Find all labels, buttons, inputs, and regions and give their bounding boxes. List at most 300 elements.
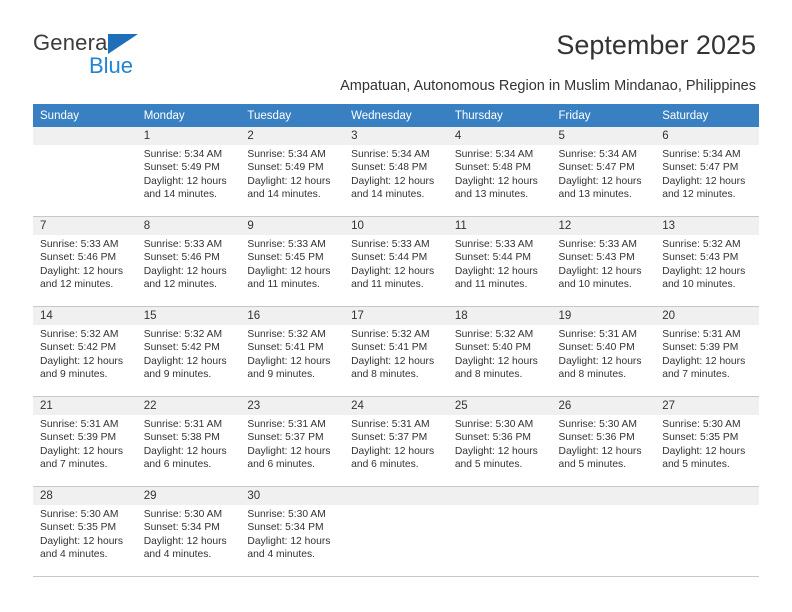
day-number-bar (137, 487, 241, 505)
sunrise-text: Sunrise: 5:30 AM (143, 509, 223, 520)
day-number: 16 (247, 310, 261, 322)
day-number-bar (344, 217, 448, 235)
sunset-text: Sunset: 5:46 PM (143, 252, 220, 264)
day-number: 9 (247, 220, 254, 232)
sunset-text: Sunset: 5:40 PM (454, 342, 531, 354)
calendar-day-cell (552, 487, 656, 577)
daylight-text-line2: and 9 minutes. (143, 369, 212, 381)
day-number (33, 127, 137, 129)
daylight-text-line2: and 10 minutes. (558, 279, 632, 291)
calendar-day-cell[interactable] (240, 397, 344, 487)
page-title: September 2025 (556, 30, 756, 60)
day-sun-info (240, 325, 344, 382)
day-cell-inner (344, 217, 448, 307)
weekday-header-thursday: Thursday (448, 104, 552, 127)
general-blue-logo[interactable] (33, 30, 168, 80)
calendar-day-cell[interactable] (137, 217, 241, 307)
day-sun-info (552, 325, 656, 382)
daylight-text-line1: Daylight: 12 hours (247, 265, 331, 277)
day-cell-inner (240, 307, 344, 397)
day-number: 29 (143, 490, 157, 502)
sunset-text: Sunset: 5:38 PM (143, 432, 220, 444)
day-number: 2 (247, 130, 254, 142)
calendar-day-cell[interactable] (448, 217, 552, 307)
day-sun-info (344, 145, 448, 202)
sunset-text: Sunset: 5:45 PM (247, 252, 324, 264)
daylight-text-line1: Daylight: 12 hours (40, 535, 123, 547)
daylight-text-line1: Daylight: 12 hours (558, 445, 642, 457)
calendar-day-cell[interactable] (33, 397, 137, 487)
day-number (552, 487, 656, 489)
daylight-text-line1: Daylight: 12 hours (351, 175, 435, 187)
calendar-day-cell[interactable] (137, 487, 241, 577)
daylight-text-line1: Daylight: 12 hours (40, 445, 123, 457)
daylight-text-line1: Daylight: 12 hours (351, 355, 435, 367)
day-sun-info (137, 145, 241, 202)
sunrise-sunset-calendar (33, 104, 759, 577)
sunrise-text: Sunrise: 5:31 AM (662, 329, 741, 340)
day-number: 12 (558, 220, 572, 232)
day-number-bar (448, 397, 552, 415)
sunset-text: Sunset: 5:48 PM (351, 162, 428, 174)
sunrise-text: Sunrise: 5:31 AM (143, 419, 223, 430)
day-number-bar (448, 127, 552, 145)
day-number-bar (33, 127, 137, 145)
sunrise-text: Sunrise: 5:31 AM (247, 419, 326, 430)
sunset-text: Sunset: 5:37 PM (247, 432, 324, 444)
sunrise-text: Sunrise: 5:32 AM (143, 329, 223, 340)
day-cell-inner (240, 127, 344, 217)
day-cell-inner (240, 397, 344, 487)
day-number: 22 (143, 400, 157, 412)
daylight-text-line1: Daylight: 12 hours (143, 355, 227, 367)
daylight-text-line1: Daylight: 12 hours (143, 445, 227, 457)
day-number: 15 (143, 310, 157, 322)
day-sun-info (344, 325, 448, 382)
day-number-bar (344, 487, 448, 505)
calendar-day-cell[interactable] (448, 127, 552, 217)
day-sun-info (33, 235, 137, 292)
daylight-text-line2: and 9 minutes. (247, 369, 315, 381)
sunset-text: Sunset: 5:47 PM (558, 162, 635, 174)
daylight-text-line1: Daylight: 12 hours (247, 445, 331, 457)
day-cell-inner (344, 487, 448, 577)
day-number: 10 (351, 220, 364, 232)
sunrise-text: Sunrise: 5:32 AM (454, 329, 534, 340)
day-sun-info (655, 325, 759, 382)
day-number: 28 (40, 490, 53, 502)
sunrise-text: Sunrise: 5:32 AM (247, 329, 326, 340)
day-sun-info (344, 415, 448, 472)
sunrise-text: Sunrise: 5:31 AM (351, 419, 430, 430)
day-cell-inner (655, 127, 759, 217)
day-number: 11 (454, 220, 467, 232)
day-number-bar (33, 307, 137, 325)
day-number: 1 (143, 130, 151, 142)
day-sun-info (552, 415, 656, 472)
calendar-day-cell[interactable] (448, 307, 552, 397)
day-sun-info (33, 505, 137, 562)
day-number-bar (552, 217, 656, 235)
daylight-text-line2: and 11 minutes. (247, 279, 320, 291)
daylight-text-line2: and 11 minutes. (454, 279, 528, 291)
weekday-header-wednesday: Wednesday (344, 104, 448, 127)
sunset-text: Sunset: 5:39 PM (662, 342, 739, 354)
calendar-day-cell[interactable] (655, 397, 759, 487)
calendar-day-cell[interactable] (344, 217, 448, 307)
day-number-bar (655, 487, 759, 505)
daylight-text-line1: Daylight: 12 hours (351, 265, 435, 277)
day-number: 7 (40, 220, 47, 232)
day-cell-inner (33, 127, 137, 217)
day-sun-info (655, 415, 759, 472)
day-number: 8 (143, 220, 151, 232)
sunrise-text: Sunrise: 5:33 AM (247, 239, 326, 250)
logo-text-blue: Blue (89, 53, 134, 78)
day-cell-inner (344, 397, 448, 487)
sunrise-text: Sunrise: 5:34 AM (558, 149, 637, 160)
calendar-day-cell[interactable] (655, 307, 759, 397)
calendar-week-row (33, 217, 759, 307)
sunset-text: Sunset: 5:49 PM (143, 162, 220, 174)
sunrise-text: Sunrise: 5:34 AM (662, 149, 741, 160)
sunrise-text: Sunrise: 5:30 AM (40, 509, 119, 520)
day-cell-inner (240, 217, 344, 307)
sunrise-text: Sunrise: 5:32 AM (351, 329, 430, 340)
day-number (448, 487, 552, 489)
day-sun-info (655, 145, 759, 202)
daylight-text-line2: and 6 minutes. (247, 459, 315, 471)
weekday-header-tuesday: Tuesday (240, 104, 344, 127)
day-number: 14 (40, 310, 53, 322)
calendar-day-cell[interactable] (240, 217, 344, 307)
day-number-bar (448, 307, 552, 325)
daylight-text-line2: and 5 minutes. (454, 459, 523, 471)
day-number: 17 (351, 310, 364, 322)
sunset-text: Sunset: 5:36 PM (558, 432, 635, 444)
calendar-day-cell (655, 487, 759, 577)
day-number-bar (137, 307, 241, 325)
day-sun-info (137, 505, 241, 562)
sunrise-text: Sunrise: 5:34 AM (351, 149, 430, 160)
daylight-text-line2: and 7 minutes. (40, 459, 108, 471)
day-cell-inner (33, 397, 137, 487)
daylight-text-line2: and 5 minutes. (662, 459, 730, 471)
day-number-bar (344, 127, 448, 145)
day-cell-inner (344, 307, 448, 397)
daylight-text-line2: and 11 minutes. (351, 279, 424, 291)
sunrise-text: Sunrise: 5:33 AM (351, 239, 430, 250)
sunset-text: Sunset: 5:37 PM (351, 432, 428, 444)
day-number: 4 (454, 130, 462, 142)
day-number-bar (552, 487, 656, 505)
sunrise-text: Sunrise: 5:30 AM (662, 419, 741, 430)
day-number: 26 (558, 400, 572, 412)
sunrise-text: Sunrise: 5:33 AM (454, 239, 534, 250)
page-header (0, 0, 792, 100)
calendar-day-cell[interactable] (552, 307, 656, 397)
day-number: 25 (454, 400, 468, 412)
sunrise-text: Sunrise: 5:34 AM (247, 149, 326, 160)
daylight-text-line2: and 10 minutes. (662, 279, 736, 291)
sunrise-text: Sunrise: 5:34 AM (454, 149, 534, 160)
calendar-week-row (33, 397, 759, 487)
day-sun-info (240, 415, 344, 472)
calendar-day-cell[interactable] (448, 397, 552, 487)
day-number-bar (240, 487, 344, 505)
day-number-bar (655, 217, 759, 235)
day-number: 23 (247, 400, 261, 412)
day-number-bar (655, 397, 759, 415)
weekday-header-sunday: Sunday (33, 104, 137, 127)
day-cell-inner (33, 217, 137, 307)
sunset-text: Sunset: 5:48 PM (454, 162, 531, 174)
day-number-bar (552, 307, 656, 325)
day-cell-inner (448, 307, 552, 397)
sunrise-text: Sunrise: 5:31 AM (558, 329, 637, 340)
sunrise-text: Sunrise: 5:32 AM (40, 329, 119, 340)
daylight-text-line2: and 6 minutes. (143, 459, 212, 471)
page-subtitle: Ampatuan, Autonomous Region in Muslim Mindanao, Philippines (340, 78, 756, 94)
day-number: 27 (662, 400, 676, 412)
day-cell-inner (448, 487, 552, 577)
day-cell-inner (655, 487, 759, 577)
calendar-day-cell[interactable] (33, 217, 137, 307)
day-number: 24 (351, 400, 364, 412)
day-number-bar (137, 217, 241, 235)
day-cell-inner (655, 307, 759, 397)
calendar-body (33, 127, 759, 577)
daylight-text-line2: and 4 minutes. (143, 549, 212, 561)
daylight-text-line1: Daylight: 12 hours (662, 175, 746, 187)
daylight-text-line1: Daylight: 12 hours (558, 355, 642, 367)
sunset-text: Sunset: 5:34 PM (247, 522, 324, 534)
day-number: 21 (40, 400, 53, 412)
day-number-bar (448, 487, 552, 505)
calendar-day-cell[interactable] (240, 127, 344, 217)
calendar-day-cell[interactable] (655, 127, 759, 217)
day-number-bar (240, 217, 344, 235)
daylight-text-line2: and 4 minutes. (247, 549, 315, 561)
day-number-bar (344, 397, 448, 415)
day-sun-info (552, 145, 656, 202)
day-number-bar (552, 397, 656, 415)
day-number-bar (655, 127, 759, 145)
daylight-text-line1: Daylight: 12 hours (247, 535, 331, 547)
daylight-text-line2: and 8 minutes. (454, 369, 523, 381)
weekday-header-saturday: Saturday (655, 104, 759, 127)
calendar-day-cell (448, 487, 552, 577)
day-number: 5 (558, 130, 565, 142)
day-cell-inner (137, 487, 241, 577)
calendar-day-cell (344, 487, 448, 577)
sunset-text: Sunset: 5:49 PM (247, 162, 324, 174)
daylight-text-line1: Daylight: 12 hours (40, 355, 123, 367)
calendar-day-cell[interactable] (33, 307, 137, 397)
daylight-text-line2: and 12 minutes. (40, 279, 114, 291)
logo-text-general: General (33, 30, 113, 55)
day-sun-info (240, 235, 344, 292)
logo-triangle-icon (108, 34, 138, 54)
day-cell-inner (552, 127, 656, 217)
calendar-week-row (33, 487, 759, 577)
sunrise-text: Sunrise: 5:32 AM (662, 239, 741, 250)
weekday-header-monday: Monday (137, 104, 241, 127)
sunset-text: Sunset: 5:36 PM (454, 432, 531, 444)
sunrise-text: Sunrise: 5:33 AM (558, 239, 637, 250)
daylight-text-line1: Daylight: 12 hours (454, 355, 538, 367)
sunset-text: Sunset: 5:35 PM (662, 432, 739, 444)
day-cell-inner (137, 127, 241, 217)
sunset-text: Sunset: 5:44 PM (351, 252, 428, 264)
calendar-day-cell[interactable] (137, 307, 241, 397)
calendar-day-cell[interactable] (344, 307, 448, 397)
calendar-day-cell[interactable] (655, 217, 759, 307)
day-sun-info (240, 145, 344, 202)
day-sun-info (240, 505, 344, 562)
weekday-header-friday: Friday (552, 104, 656, 127)
daylight-text-line1: Daylight: 12 hours (558, 175, 642, 187)
sunrise-text: Sunrise: 5:31 AM (40, 419, 119, 430)
day-number-bar (448, 217, 552, 235)
day-cell-inner (33, 307, 137, 397)
day-sun-info (137, 325, 241, 382)
day-sun-info (655, 235, 759, 292)
daylight-text-line2: and 14 minutes. (143, 189, 217, 201)
daylight-text-line1: Daylight: 12 hours (454, 265, 538, 277)
day-cell-inner (448, 217, 552, 307)
day-sun-info (344, 235, 448, 292)
day-number-bar (240, 307, 344, 325)
day-sun-info (137, 415, 241, 472)
day-number-bar (137, 397, 241, 415)
day-cell-inner (240, 487, 344, 577)
daylight-text-line1: Daylight: 12 hours (662, 265, 746, 277)
daylight-text-line2: and 8 minutes. (351, 369, 419, 381)
sunset-text: Sunset: 5:44 PM (454, 252, 531, 264)
calendar-day-cell[interactable] (552, 217, 656, 307)
calendar-week-row (33, 127, 759, 217)
day-sun-info (33, 415, 137, 472)
day-number-bar (655, 307, 759, 325)
sunset-text: Sunset: 5:39 PM (40, 432, 117, 444)
daylight-text-line1: Daylight: 12 hours (662, 355, 746, 367)
day-number-bar (137, 127, 241, 145)
daylight-text-line2: and 8 minutes. (558, 369, 627, 381)
day-sun-info (448, 145, 552, 202)
day-number: 6 (662, 130, 669, 142)
day-cell-inner (137, 307, 241, 397)
calendar-day-cell (33, 127, 137, 217)
calendar-header-row (33, 104, 759, 127)
sunset-text: Sunset: 5:41 PM (247, 342, 324, 354)
daylight-text-line2: and 14 minutes. (247, 189, 321, 201)
sunrise-text: Sunrise: 5:33 AM (143, 239, 223, 250)
day-number: 19 (558, 310, 572, 322)
day-cell-inner (552, 307, 656, 397)
daylight-text-line1: Daylight: 12 hours (454, 175, 538, 187)
sunset-text: Sunset: 5:42 PM (143, 342, 220, 354)
calendar-day-cell[interactable] (240, 307, 344, 397)
day-cell-inner (448, 397, 552, 487)
daylight-text-line1: Daylight: 12 hours (143, 535, 227, 547)
day-cell-inner (552, 397, 656, 487)
day-cell-inner (552, 217, 656, 307)
sunset-text: Sunset: 5:42 PM (40, 342, 117, 354)
daylight-text-line2: and 13 minutes. (558, 189, 632, 201)
calendar-day-cell[interactable] (33, 487, 137, 577)
sunset-text: Sunset: 5:40 PM (558, 342, 635, 354)
day-number-bar (33, 397, 137, 415)
calendar-day-cell[interactable] (240, 487, 344, 577)
day-number (655, 487, 759, 489)
day-number: 3 (351, 130, 358, 142)
day-cell-inner (655, 397, 759, 487)
sunrise-text: Sunrise: 5:33 AM (40, 239, 119, 250)
daylight-text-line2: and 7 minutes. (662, 369, 730, 381)
daylight-text-line2: and 5 minutes. (558, 459, 627, 471)
calendar-day-cell[interactable] (344, 397, 448, 487)
day-number-bar (240, 127, 344, 145)
calendar-week-row (33, 307, 759, 397)
calendar-day-cell[interactable] (552, 127, 656, 217)
day-number-bar (33, 487, 137, 505)
sunrise-text: Sunrise: 5:30 AM (454, 419, 534, 430)
sunset-text: Sunset: 5:47 PM (662, 162, 739, 174)
day-cell-inner (344, 127, 448, 217)
daylight-text-line1: Daylight: 12 hours (143, 265, 227, 277)
daylight-text-line1: Daylight: 12 hours (662, 445, 746, 457)
sunset-text: Sunset: 5:34 PM (143, 522, 220, 534)
daylight-text-line2: and 9 minutes. (40, 369, 108, 381)
calendar-day-cell[interactable] (344, 127, 448, 217)
day-cell-inner (655, 217, 759, 307)
sunset-text: Sunset: 5:43 PM (558, 252, 635, 264)
sunset-text: Sunset: 5:43 PM (662, 252, 739, 264)
day-cell-inner (33, 487, 137, 577)
daylight-text-line2: and 4 minutes. (40, 549, 108, 561)
calendar-day-cell[interactable] (137, 397, 241, 487)
day-sun-info (448, 235, 552, 292)
day-cell-inner (448, 127, 552, 217)
daylight-text-line2: and 12 minutes. (662, 189, 736, 201)
daylight-text-line1: Daylight: 12 hours (351, 445, 435, 457)
daylight-text-line1: Daylight: 12 hours (40, 265, 123, 277)
day-number: 20 (662, 310, 676, 322)
daylight-text-line1: Daylight: 12 hours (247, 175, 331, 187)
day-number-bar (240, 397, 344, 415)
day-number-bar (33, 217, 137, 235)
sunset-text: Sunset: 5:41 PM (351, 342, 428, 354)
day-sun-info (448, 325, 552, 382)
day-number-bar (344, 307, 448, 325)
daylight-text-line1: Daylight: 12 hours (143, 175, 227, 187)
daylight-text-line2: and 13 minutes. (454, 189, 529, 201)
day-number: 18 (454, 310, 468, 322)
daylight-text-line2: and 6 minutes. (351, 459, 419, 471)
daylight-text-line1: Daylight: 12 hours (247, 355, 331, 367)
calendar-day-cell[interactable] (552, 397, 656, 487)
day-number: 30 (247, 490, 261, 502)
sunrise-text: Sunrise: 5:30 AM (247, 509, 326, 520)
calendar-day-cell[interactable] (137, 127, 241, 217)
day-cell-inner (137, 217, 241, 307)
day-cell-inner (137, 397, 241, 487)
day-cell-inner (552, 487, 656, 577)
day-number-bar (552, 127, 656, 145)
daylight-text-line1: Daylight: 12 hours (558, 265, 642, 277)
daylight-text-line2: and 14 minutes. (351, 189, 425, 201)
